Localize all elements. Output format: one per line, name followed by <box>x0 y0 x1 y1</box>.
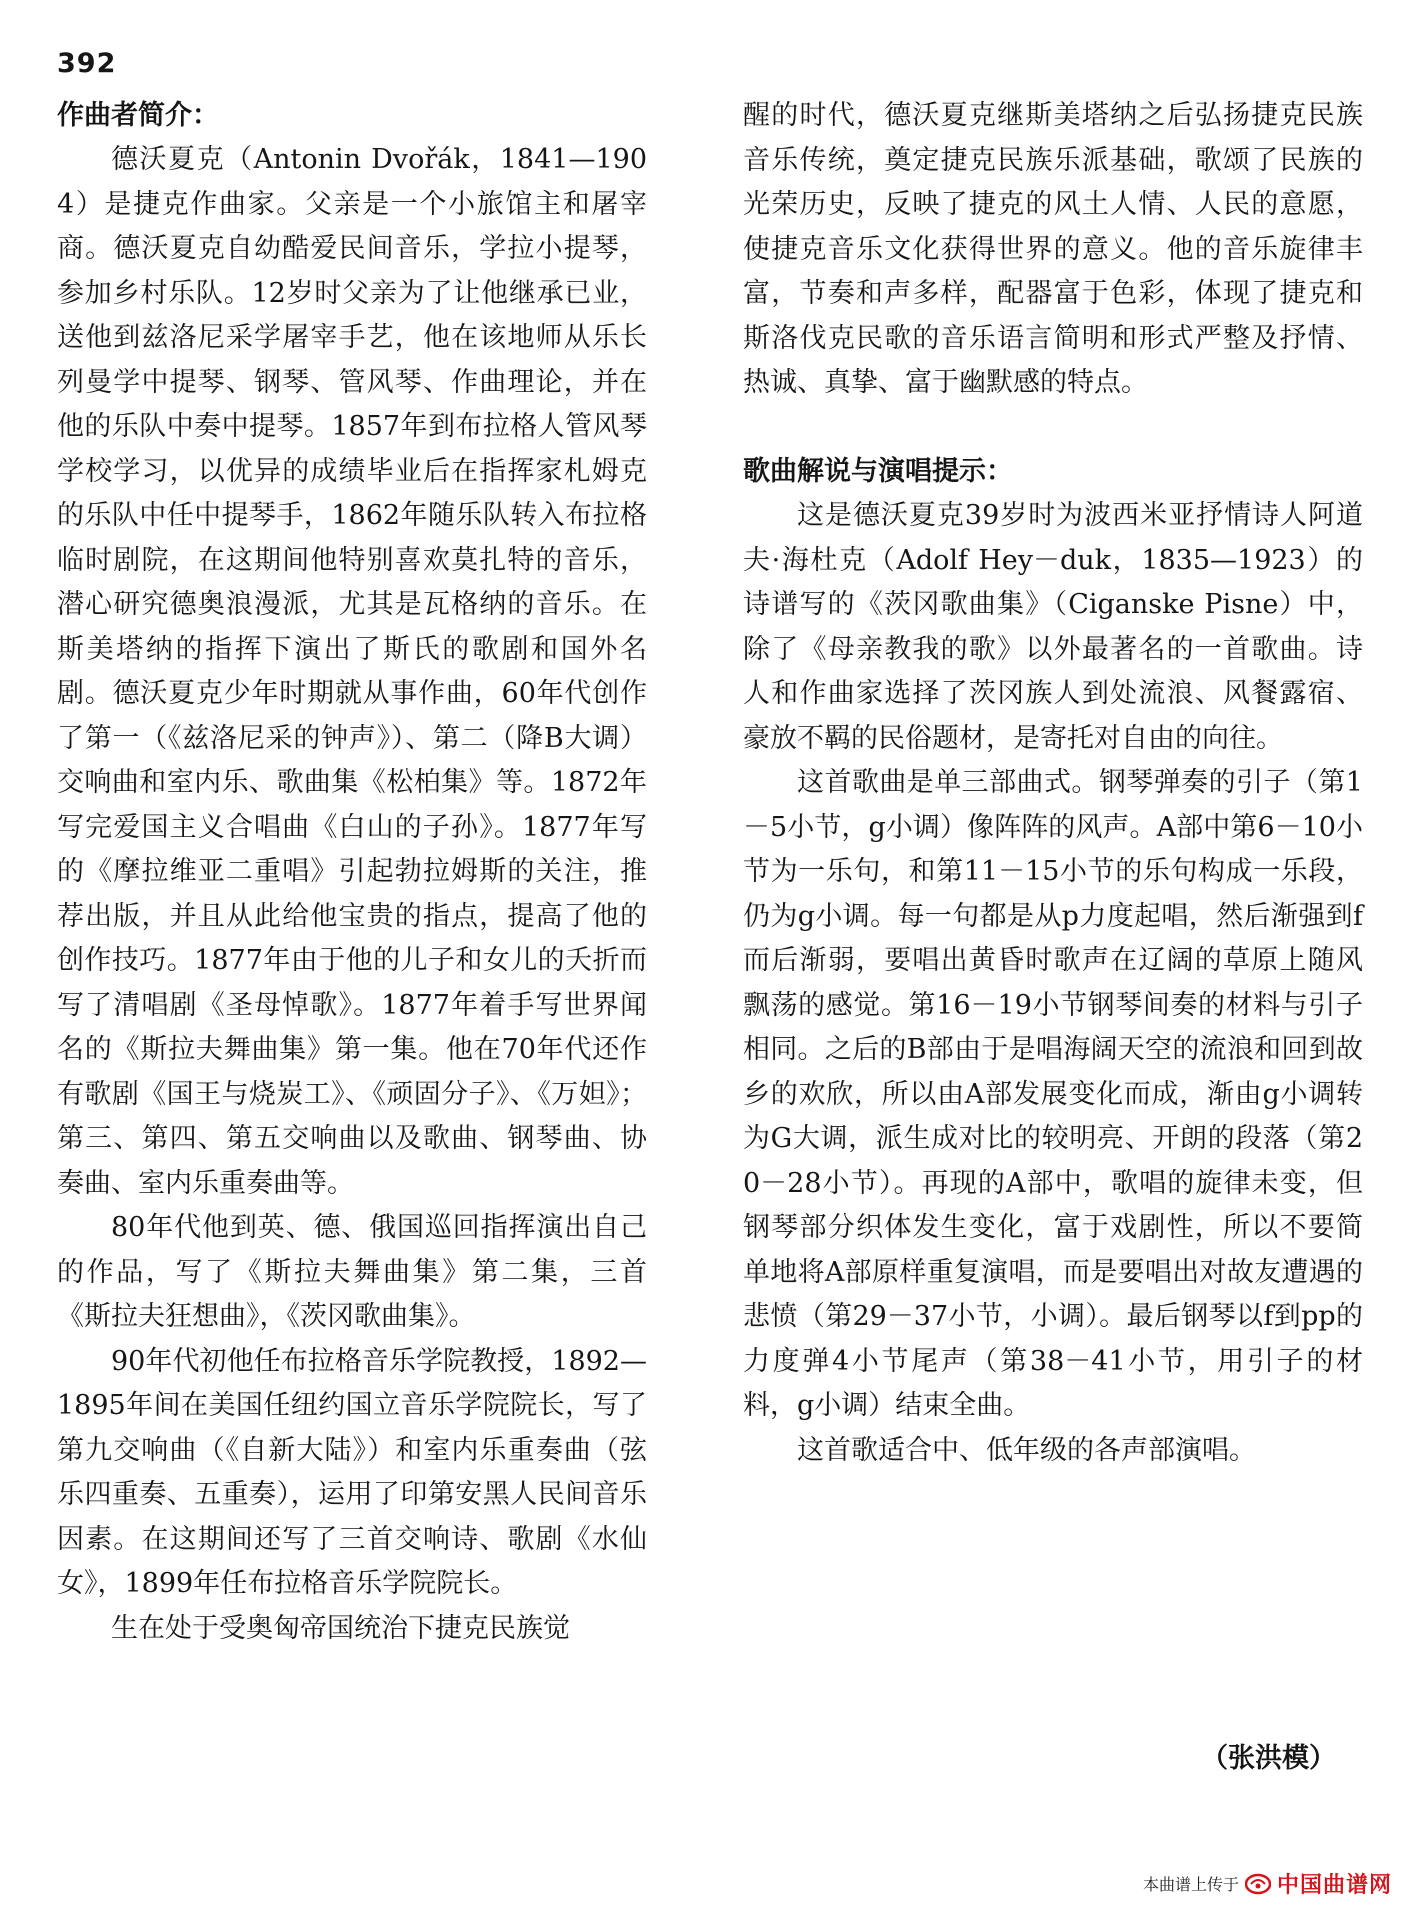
section-gap <box>743 406 1363 451</box>
music-site-logo-icon <box>1245 1873 1271 1895</box>
composer-bio-heading: 作曲者简介： <box>57 100 219 131</box>
right-column <box>743 94 1363 1473</box>
composer-bio-paragraph-3: 90年代初他任布拉格音乐学院教授，1892—1895年间在美国任纽约国立音乐学院院长，写了第九交响曲（《自新大陆》）和室内乐重奏曲（弦乐四重奏、五重奏），运用了印第安黑人民间音乐因素。在这期间还写了三首交响诗、歌剧《水仙女》，1899年任布拉格音乐学院院长。 <box>57 1345 647 1599</box>
watermark-brand[interactable]: 中国曲谱网 <box>1276 1873 1392 1898</box>
composer-bio-continuation: 醒的时代，德沃夏克继斯美塔纳之后弘扬捷克民族音乐传统，奠定捷克民族乐派基础，歌颂了民族的光荣历史，反映了捷克的风土人情、人民的意愿，使捷克音乐文化获得世界的意义。他的音乐旋律丰富，节奏和声多样，配器富于色彩，体现了捷克和斯洛伐克民歌的音乐语言简明和形式严整及抒情、热诚、真挚、富于幽默感的特点。 <box>743 100 1363 398</box>
song-notes-paragraph-3: 这首歌适合中、低年级的各声部演唱。 <box>797 1434 1256 1466</box>
composer-bio-paragraph-2: 80年代他到英、德、俄国巡回指挥演出自己的作品，写了《斯拉夫舞曲集》第二集，三首《斯拉夫狂想曲》，《茨冈歌曲集》。 <box>57 1212 647 1332</box>
author-credit: （张洪模） <box>1201 1743 1336 1774</box>
song-notes-paragraph-1: 这是德沃夏克39岁时为波西米亚抒情诗人阿道夫·海杜克（Adolf Hey－duk，1835—1923）的诗谱写的《茨冈歌曲集》（Ciganske Pisne）中，除了《母亲教我的歌》以外最著名的一首歌曲。诗人和作曲家选择了茨冈族人到处流浪、风餐露宿、豪放不羁的民俗题材，是寄托对自由的向往。 <box>743 500 1363 754</box>
composer-bio-paragraph-1: 德沃夏克（Antonin Dvořák，1841—1904）是捷克作曲家。父亲是一个小旅馆主和屠宰商。德沃夏克自幼酷爱民间音乐，学拉小提琴，参加乡村乐队。12岁时父亲为了让他继承已业，送他到兹洛尼采学屠宰手艺，他在该地师从乐长列曼学中提琴、钢琴、管风琴、作曲理论，并在他的乐队中奏中提琴。1857年到布拉格人管风琴学校学习，以优异的成绩毕业后在指挥家札姆克的乐队中任中提琴手，1862年随乐队转入布拉格临时剧院，在这期间他特别喜欢莫扎特的音乐，潜心研究德奥浪漫派，尤其是瓦格纳的音乐。在斯美塔纳的指挥下演出了斯氏的歌剧和国外名剧。德沃夏克少年时期就从事作曲，60年代创作了第一（《兹洛尼采的钟声》）、第二（降B大调）交响曲和室内乐、歌曲集《松柏集》等。1872年写完爱国主义合唱曲《白山的子孙》。1877年写的《摩拉维亚二重唱》引起勃拉姆斯的关注，推荐出版，并且从此给他宝贵的指点，提高了他的创作技巧。1877年由于他的儿子和女儿的夭折而写了清唱剧《圣母悼歌》。1877年着手写世界闻名的《斯拉夫舞曲集》第一集。他在70年代还作有歌剧《国王与烧炭工》、《顽固分子》、《万妲》；第三、第四、第五交响曲以及歌曲、钢琴曲、协奏曲、室内乐重奏曲等。 <box>57 144 647 1199</box>
watermark-text: 本曲谱上传于 <box>1142 1875 1239 1894</box>
watermark-footer <box>1143 1868 1392 1899</box>
song-notes-heading: 歌曲解说与演唱提示： <box>743 456 1013 487</box>
page-number: 392 <box>57 48 117 79</box>
composer-bio-paragraph-4: 生在处于受奥匈帝国统治下捷克民族觉 <box>111 1612 570 1644</box>
left-column <box>57 94 647 1651</box>
song-notes-paragraph-2: 这首歌曲是单三部曲式。钢琴弹奏的引子（第1－5小节，g小调）像阵阵的风声。A部中第6－10小节为一乐句，和第11－15小节的乐句构成一乐段，仍为g小调。每一句都是从p力度起唱，然后渐强到f而后渐弱，要唱出黄昏时歌声在辽阔的草原上随风飘荡的感觉。第16－19小节钢琴间奏的材料与引子相同。之后的B部由于是唱海阔天空的流浪和回到故乡的欢欣，所以由A部发展变化而成，渐由g小调转为G大调，派生成对比的较明亮、开朗的段落（第20－28小节）。再现的A部中，歌唱的旋律未变，但钢琴部分织体发生变化，富于戏剧性，所以不要简单地将A部原样重复演唱，而是要唱出对故友遭遇的悲愤（第29－37小节，小调）。最后钢琴以f到pp的力度弹4小节尾声（第38－41小节，用引子的材料，g小调）结束全曲。 <box>743 767 1363 1421</box>
